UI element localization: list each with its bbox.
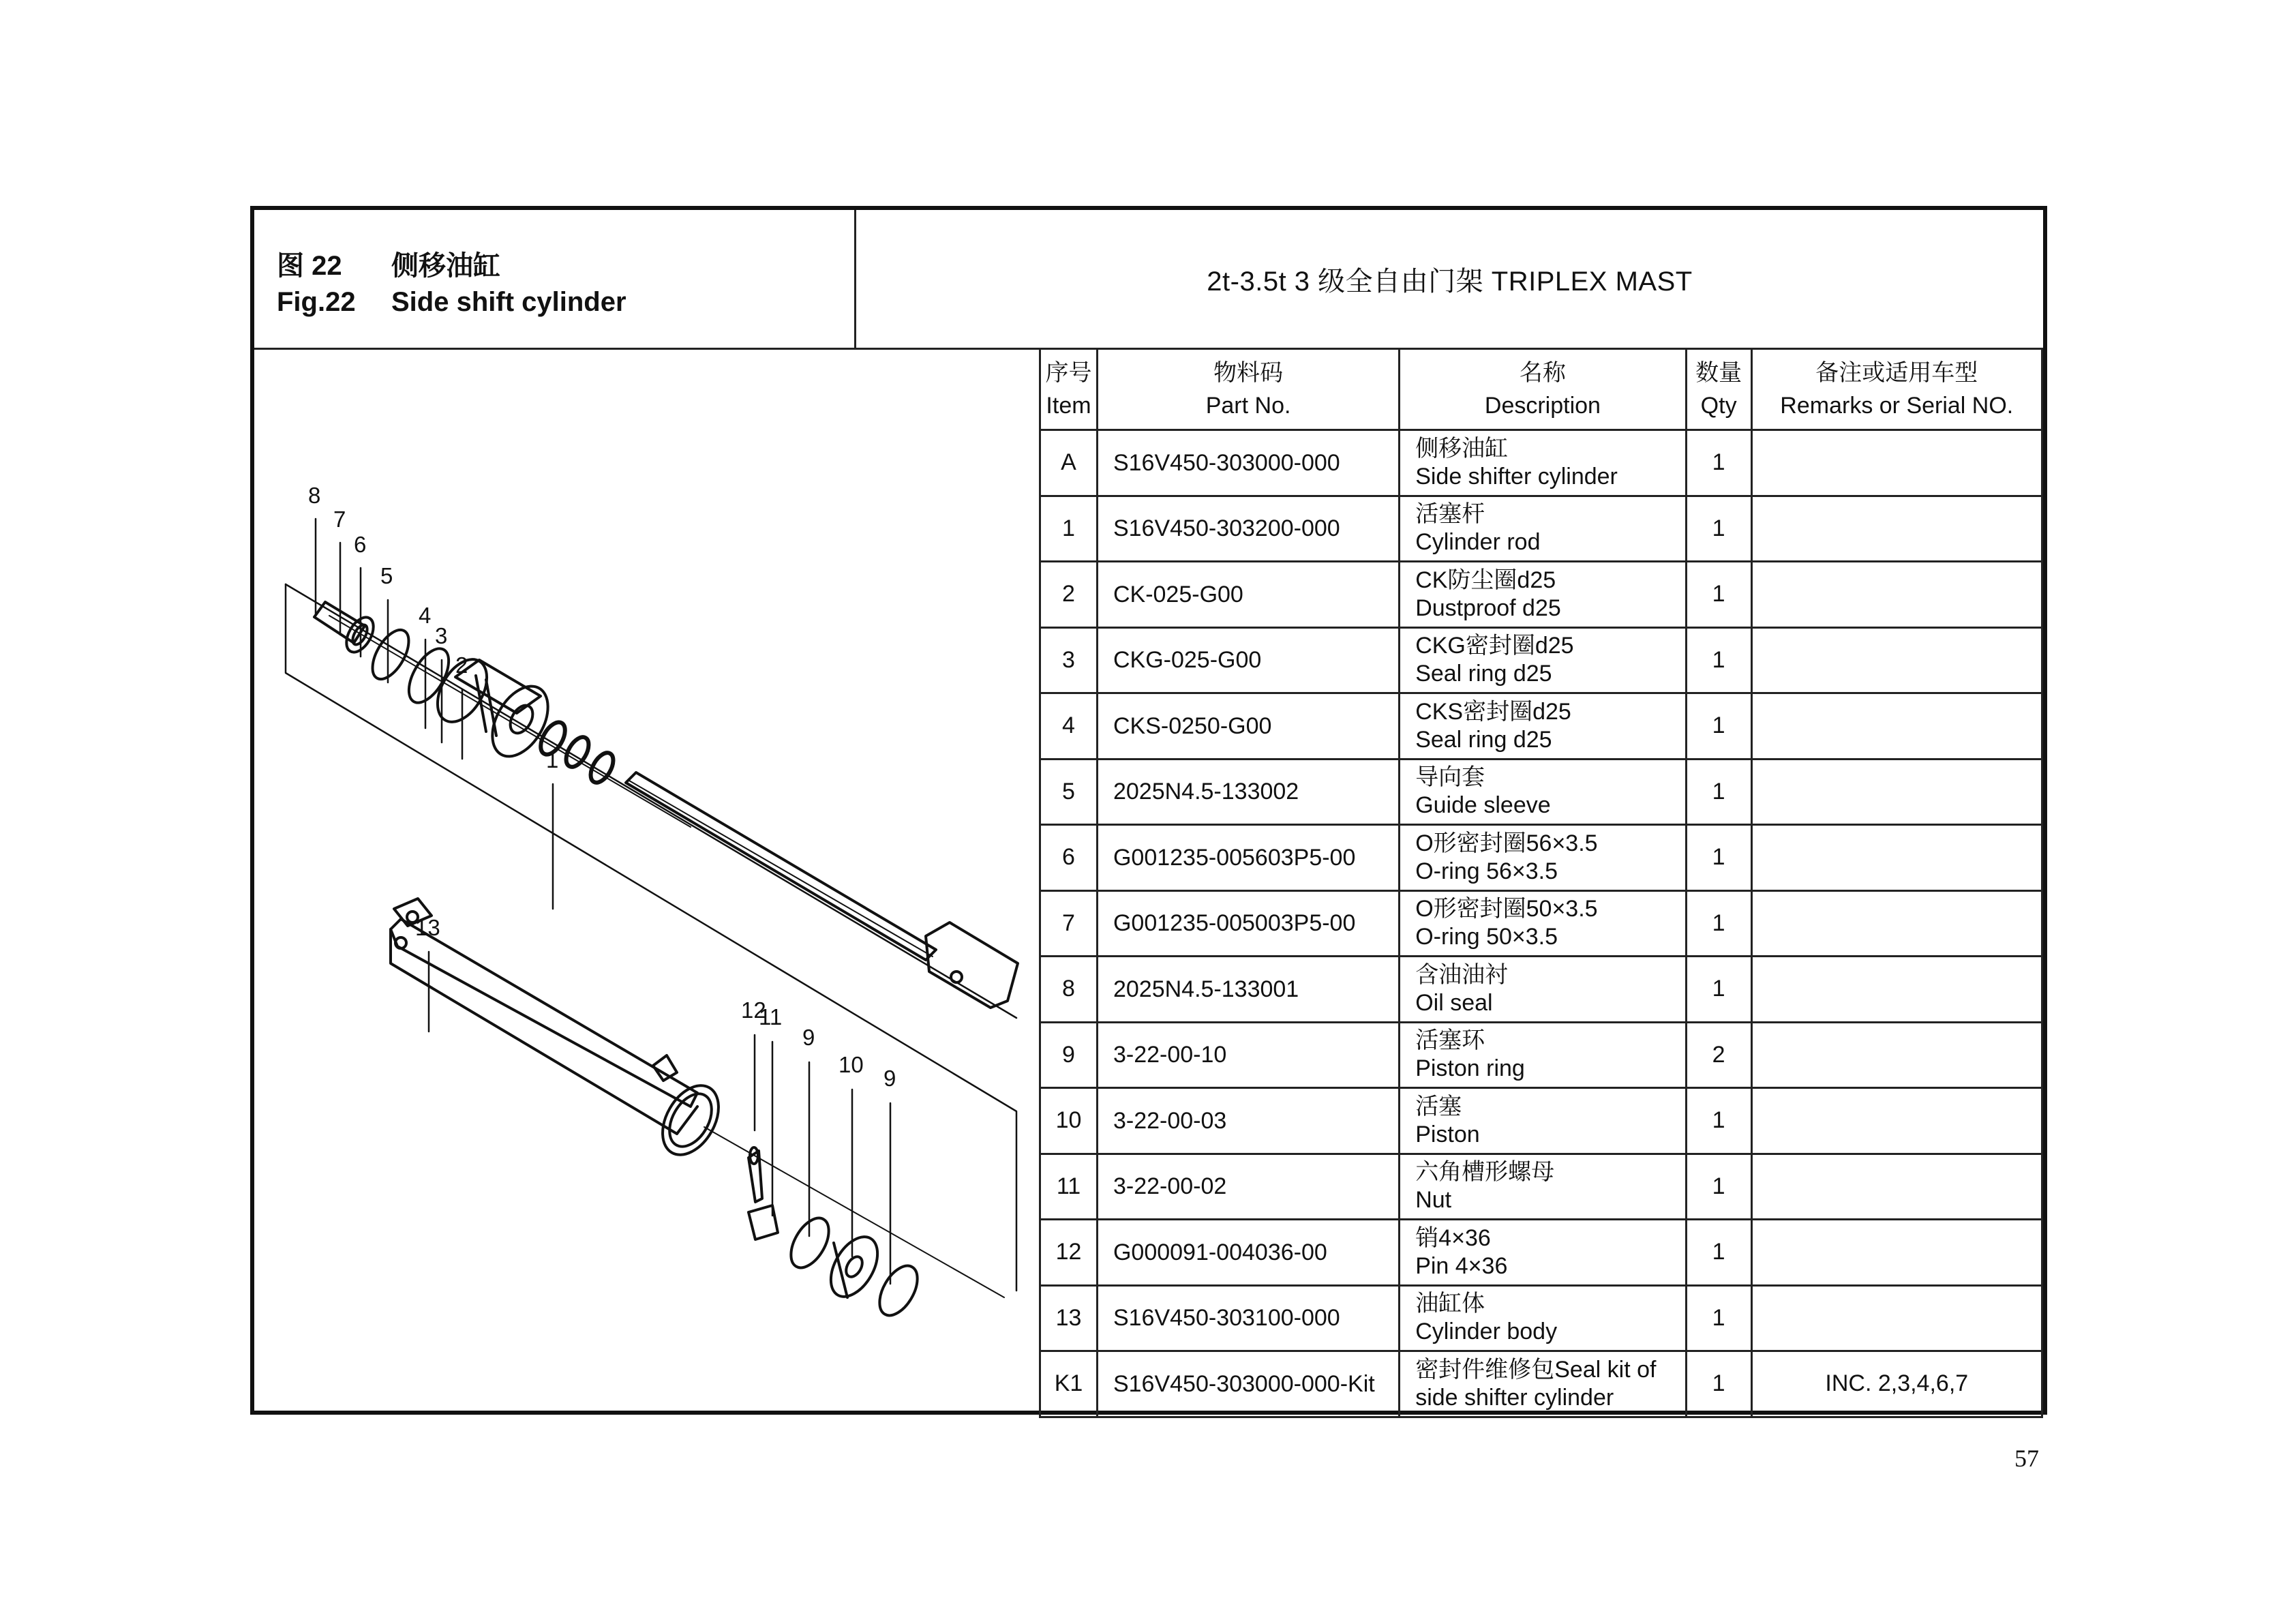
- description-cn: 活塞杆: [1415, 501, 1485, 528]
- callout-9a: 9: [802, 1025, 815, 1050]
- cell-qty: 1: [1686, 1154, 1751, 1220]
- cell-description: [1400, 1220, 1686, 1286]
- description-cn: CKS密封圈d25: [1415, 698, 1571, 725]
- callout-6: 6: [354, 532, 367, 557]
- cell-part-no: CKG-025-G00: [1097, 627, 1399, 693]
- callout-4: 4: [419, 603, 432, 628]
- cell-part-no: S16V450-303000-000-Kit: [1097, 1351, 1399, 1417]
- callout-7: 7: [333, 507, 346, 532]
- cell-part-no: S16V450-303100-000: [1097, 1285, 1399, 1351]
- col-header-remarks: 备注或适用车型 Remarks or Serial NO.: [1751, 349, 2042, 430]
- description-en: Seal ring d25: [1415, 726, 1552, 753]
- cell-item: 7: [1040, 890, 1098, 957]
- cell-description: [1400, 1022, 1686, 1088]
- parts-table: [1039, 348, 2043, 1418]
- cell-qty: 1: [1686, 759, 1751, 825]
- cell-remarks: [1751, 759, 2042, 825]
- cell-item: 5: [1040, 759, 1098, 825]
- cell-description: [1400, 890, 1686, 957]
- cell-item: 10: [1040, 1088, 1098, 1154]
- description-cn: CKG密封圈d25: [1415, 633, 1574, 659]
- table-row: [1040, 1154, 2042, 1220]
- cell-remarks: [1751, 1088, 2042, 1154]
- cell-description: [1400, 825, 1686, 891]
- cell-qty: 2: [1686, 1022, 1751, 1088]
- cell-description: [1400, 1088, 1686, 1154]
- cell-item: 2: [1040, 562, 1098, 628]
- table-row: [1040, 1285, 2042, 1351]
- cell-description: [1400, 693, 1686, 760]
- table-row: [1040, 627, 2042, 693]
- cell-qty: 1: [1686, 825, 1751, 891]
- description-cn: 油缸体: [1415, 1291, 1485, 1317]
- table-row: [1040, 1220, 2042, 1286]
- cell-qty: 1: [1686, 693, 1751, 760]
- cell-remarks: [1751, 496, 2042, 562]
- description-cn: O形密封圈50×3.5: [1415, 896, 1598, 922]
- table-row: [1040, 430, 2042, 496]
- cell-remarks: [1751, 1022, 2042, 1088]
- cell-description: [1400, 430, 1686, 496]
- table-row: [1040, 890, 2042, 957]
- table-row: [1040, 1088, 2042, 1154]
- page-number: 57: [2014, 1445, 2039, 1472]
- figure-title-block: [254, 210, 856, 348]
- callout-5: 5: [380, 563, 393, 588]
- description-cn: 含油油衬: [1415, 961, 1509, 988]
- cell-description: [1400, 627, 1686, 693]
- cell-qty: 1: [1686, 1220, 1751, 1286]
- cell-part-no: 2025N4.5-133002: [1097, 759, 1399, 825]
- cell-description: [1400, 1154, 1686, 1220]
- cell-qty: 1: [1686, 1088, 1751, 1154]
- cell-item: A: [1040, 430, 1098, 496]
- description-cn: O形密封圈56×3.5: [1415, 830, 1598, 856]
- col-header-part-no: 物料码 Part No.: [1097, 349, 1399, 430]
- cell-part-no: S16V450-303000-000: [1097, 430, 1399, 496]
- cell-part-no: G001235-005603P5-00: [1097, 825, 1399, 891]
- description-en: Cylinder body: [1415, 1319, 1558, 1345]
- cell-remarks: [1751, 562, 2042, 628]
- callout-3: 3: [435, 623, 448, 648]
- cell-item: 3: [1040, 627, 1098, 693]
- description-en: Cylinder rod: [1415, 529, 1541, 556]
- page-frame: [250, 206, 2047, 1415]
- figure-name-cn: 侧移油缸: [391, 251, 500, 281]
- cell-remarks: [1751, 890, 2042, 957]
- callout-2: 2: [455, 652, 468, 678]
- cell-remarks: [1751, 825, 2042, 891]
- table-row: [1040, 496, 2042, 562]
- callout-9b: 9: [883, 1066, 896, 1091]
- cell-item: 8: [1040, 957, 1098, 1023]
- description-en: Piston ring: [1415, 1055, 1525, 1082]
- table-row: [1040, 1351, 2042, 1417]
- figure-title-cn: [277, 244, 500, 283]
- cell-qty: 1: [1686, 627, 1751, 693]
- cell-part-no: 3-22-00-03: [1097, 1088, 1399, 1154]
- cell-item: 13: [1040, 1285, 1098, 1351]
- cell-remarks: [1751, 430, 2042, 496]
- figure-label-cn: 图 22: [277, 251, 342, 281]
- description-en: Seal kit of side shifter cylinder: [1415, 1356, 1657, 1411]
- description-cn: 密封件维修包: [1415, 1356, 1555, 1383]
- description-en: Side shifter cylinder: [1415, 463, 1618, 490]
- description-en: Pin 4×36: [1415, 1252, 1508, 1279]
- cell-part-no: G000091-004036-00: [1097, 1220, 1399, 1286]
- cell-description: [1400, 1285, 1686, 1351]
- cell-item: 6: [1040, 825, 1098, 891]
- cell-qty: 1: [1686, 1285, 1751, 1351]
- cell-part-no: 3-22-00-10: [1097, 1022, 1399, 1088]
- description-en: O-ring 50×3.5: [1415, 924, 1558, 950]
- cell-part-no: CKS-0250-G00: [1097, 693, 1399, 760]
- section-title: 2t-3.5t 3 级全自由门架 TRIPLEX MAST: [1207, 266, 1693, 297]
- table-row: [1040, 693, 2042, 760]
- col-header-item: 序号 Item: [1040, 349, 1098, 430]
- description-cn: 活塞环: [1415, 1027, 1485, 1054]
- figure-name-en: Side shift cylinder: [391, 287, 626, 317]
- section-title-block: [856, 210, 2043, 348]
- cell-qty: 1: [1686, 957, 1751, 1023]
- cell-remarks: [1751, 693, 2042, 760]
- cell-qty: 1: [1686, 430, 1751, 496]
- cell-remarks: [1751, 957, 2042, 1023]
- cell-qty: 1: [1686, 562, 1751, 628]
- callout-11: 11: [759, 1004, 783, 1029]
- description-en: Guide sleeve: [1415, 792, 1551, 819]
- callout-13: 13: [415, 915, 440, 940]
- cell-description: [1400, 496, 1686, 562]
- description-cn: 活塞: [1415, 1093, 1462, 1119]
- callout-10: 10: [839, 1052, 864, 1077]
- exploded-view-drawing-icon: [254, 350, 1039, 1411]
- cell-item: 1: [1040, 496, 1098, 562]
- exploded-diagram: [254, 350, 1039, 1411]
- description-en: O-ring 56×3.5: [1415, 858, 1558, 884]
- table-header-row: [1040, 349, 2042, 430]
- cell-item: 4: [1040, 693, 1098, 760]
- callout-12: 12: [741, 997, 766, 1023]
- cell-part-no: S16V450-303200-000: [1097, 496, 1399, 562]
- cell-part-no: G001235-005003P5-00: [1097, 890, 1399, 957]
- header-bar: [254, 210, 2043, 350]
- cell-part-no: CK-025-G00: [1097, 562, 1399, 628]
- table-row: [1040, 759, 2042, 825]
- description-en: Nut: [1415, 1187, 1452, 1214]
- figure-title-en: [277, 287, 626, 318]
- table-row: [1040, 562, 2042, 628]
- cell-remarks: [1751, 627, 2042, 693]
- cell-item: 9: [1040, 1022, 1098, 1088]
- table-row: [1040, 957, 2042, 1023]
- table-row: [1040, 1022, 2042, 1088]
- col-header-description: 名称 Description: [1400, 349, 1686, 430]
- description-en: Oil seal: [1415, 989, 1493, 1016]
- cell-part-no: 2025N4.5-133001: [1097, 957, 1399, 1023]
- cell-item: K1: [1040, 1351, 1098, 1417]
- table-row: [1040, 825, 2042, 891]
- description-cn: 导向套: [1415, 764, 1485, 791]
- cell-item: 12: [1040, 1220, 1098, 1286]
- description-cn: 销4×36: [1415, 1224, 1491, 1251]
- cell-remarks: INC. 2,3,4,6,7: [1751, 1351, 2042, 1417]
- cell-remarks: [1751, 1220, 2042, 1286]
- col-header-qty: 数量 Qty: [1686, 349, 1751, 430]
- callout-1: 1: [546, 747, 559, 772]
- description-en: Piston: [1415, 1121, 1480, 1147]
- description-cn: 六角槽形螺母: [1415, 1159, 1555, 1186]
- description-en: Dustproof d25: [1415, 595, 1561, 621]
- cell-qty: 1: [1686, 890, 1751, 957]
- cell-remarks: [1751, 1154, 2042, 1220]
- cell-remarks: [1751, 1285, 2042, 1351]
- callout-8: 8: [308, 483, 321, 508]
- cell-description: [1400, 562, 1686, 628]
- cell-qty: 1: [1686, 496, 1751, 562]
- figure-label-en: Fig.22: [277, 287, 356, 317]
- description-cn: CK防尘圈d25: [1415, 567, 1556, 593]
- cell-description: [1400, 957, 1686, 1023]
- cell-part-no: 3-22-00-02: [1097, 1154, 1399, 1220]
- description-en: Seal ring d25: [1415, 661, 1552, 687]
- cell-qty: 1: [1686, 1351, 1751, 1417]
- cell-description: [1400, 759, 1686, 825]
- cell-description: [1400, 1351, 1686, 1417]
- description-cn: 侧移油缸: [1415, 435, 1509, 462]
- cell-item: 11: [1040, 1154, 1098, 1220]
